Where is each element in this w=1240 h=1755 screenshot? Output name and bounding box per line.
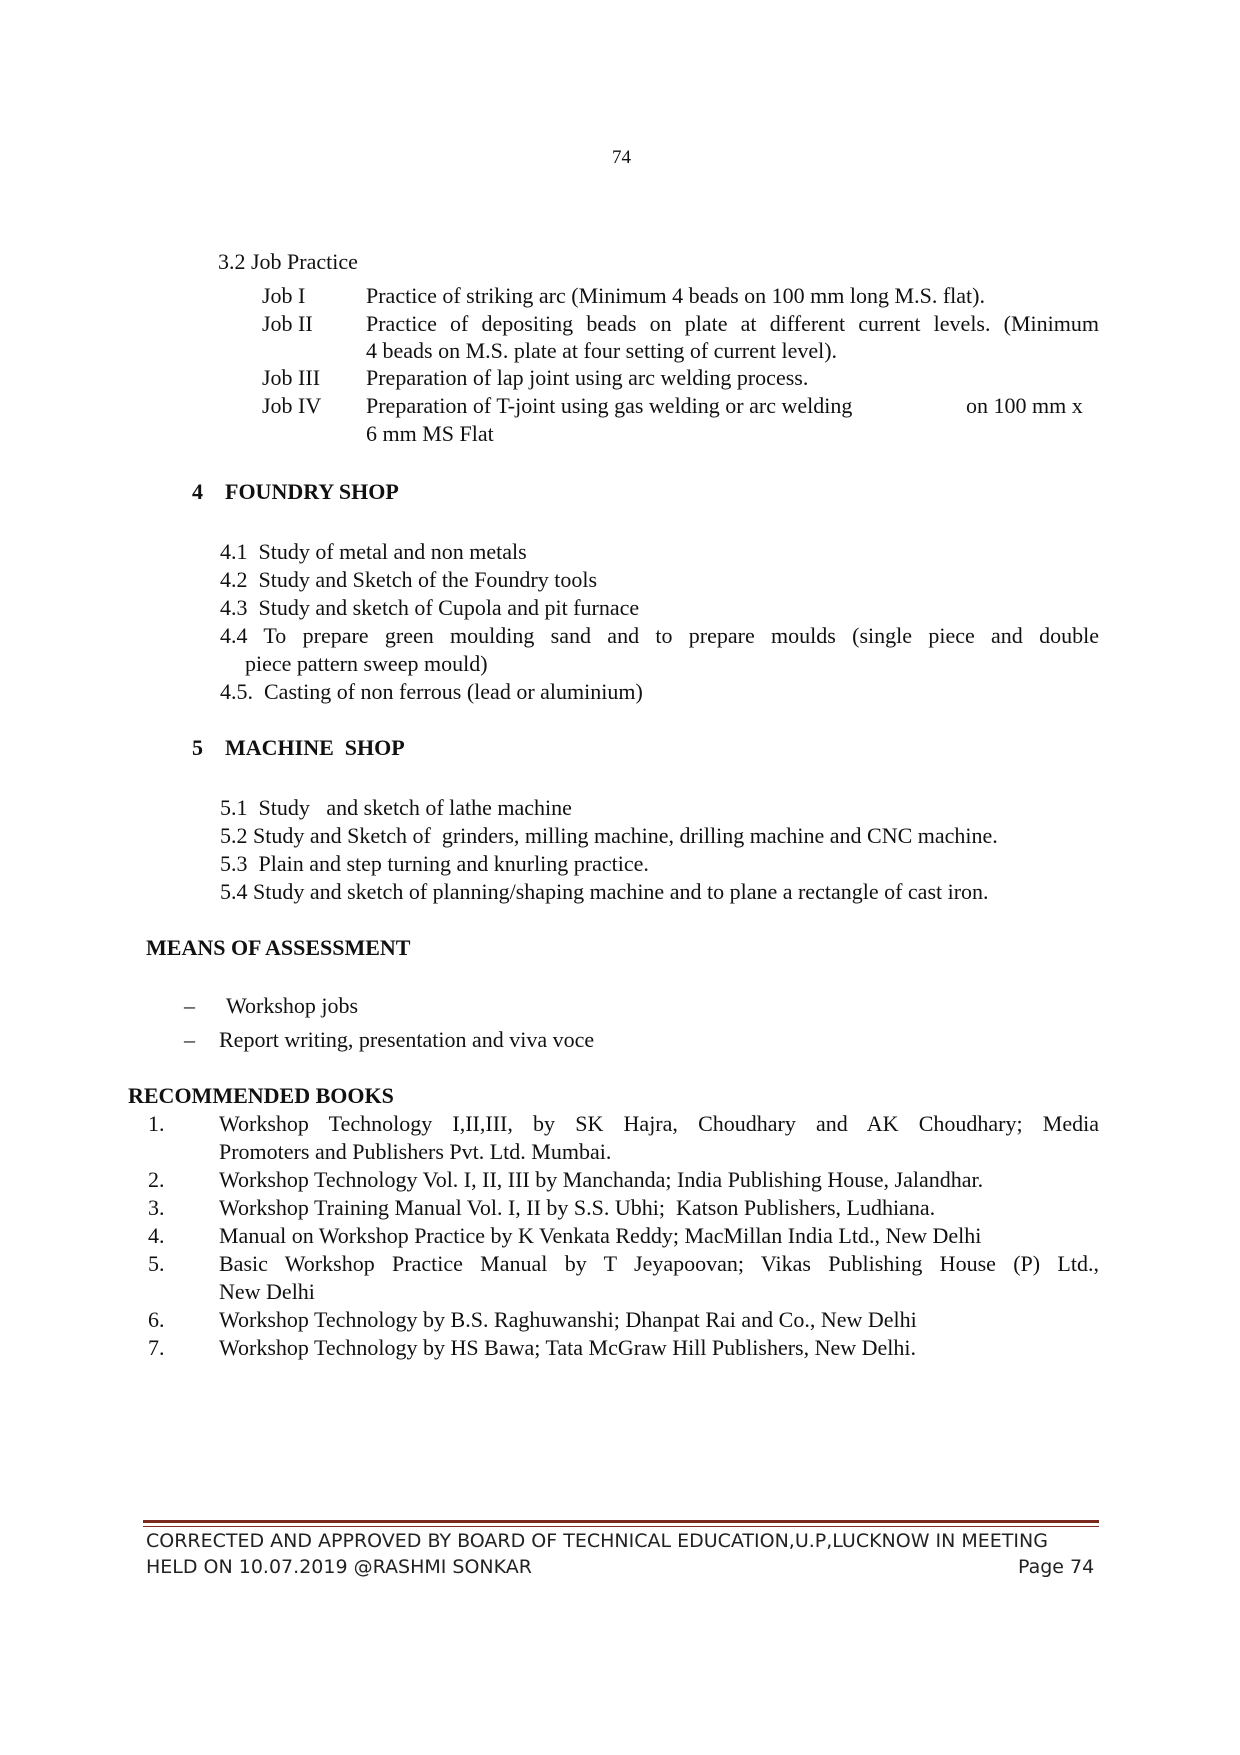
book-text: New Delhi <box>219 1279 315 1304</box>
foundry-item: 4.2 Study and Sketch of the Foundry tools <box>220 567 598 592</box>
book-text: Workshop Technology I,II,III, by SK Hajra, Choudhary and AK Choudhary; Media <box>219 1111 1099 1136</box>
assessment-dash: – <box>184 993 195 1018</box>
page-number-top: 74 <box>612 147 631 168</box>
assessment-dash: – <box>184 1027 195 1052</box>
assessment-heading: MEANS OF ASSESSMENT <box>146 935 411 960</box>
job-text: Practice of striking arc (Minimum 4 beads on 100 mm long M.S. flat). <box>366 283 985 308</box>
foundry-heading: 4 FOUNDRY SHOP <box>192 479 399 504</box>
machine-heading: 5 MACHINE SHOP <box>192 735 405 760</box>
book-text: Manual on Workshop Practice by K Venkata Reddy; MacMillan India Ltd., New Delhi <box>219 1223 982 1248</box>
book-text: Workshop Technology Vol. I, II, III by Manchanda; India Publishing House, Jalandhar. <box>219 1167 984 1192</box>
books-heading: RECOMMENDED BOOKS <box>128 1083 394 1108</box>
book-text: Workshop Technology by HS Bawa; Tata McGraw Hill Publishers, New Delhi. <box>219 1335 917 1360</box>
foundry-item: piece pattern sweep mould) <box>245 651 488 676</box>
book-number: 3. <box>148 1195 165 1220</box>
foundry-item: 4.1 Study of metal and non metals <box>220 539 527 564</box>
job-text: Practice of depositing beads on plate at different current levels. (Minimum <box>366 311 1099 336</box>
book-text: Workshop Training Manual Vol. I, II by S.S. Ubhi; Katson Publishers, Ludhiana. <box>219 1195 936 1220</box>
machine-item: 5.2 Study and Sketch of grinders, milling machine, drilling machine and CNC machine. <box>220 823 998 848</box>
job-label: Job IV <box>262 393 322 418</box>
job-practice-heading: 3.2 Job Practice <box>218 249 358 274</box>
footer-rule-thin <box>143 1526 1099 1527</box>
footer-rule <box>143 1520 1099 1523</box>
job-text: 4 beads on M.S. plate at four setting of current level). <box>366 338 838 363</box>
machine-item: 5.3 Plain and step turning and knurling practice. <box>220 851 649 876</box>
machine-item: 5.4 Study and sketch of planning/shaping machine and to plane a rectangle of cast iron. <box>220 879 989 904</box>
book-number: 6. <box>148 1307 165 1332</box>
book-number: 2. <box>148 1167 165 1192</box>
job-text: Preparation of T-joint using gas welding or arc welding <box>366 393 853 418</box>
job-label: Job II <box>262 311 313 336</box>
book-text: Workshop Technology by B.S. Raghuwanshi; Dhanpat Rai and Co., New Delhi <box>219 1307 917 1332</box>
job-text: 6 mm MS Flat <box>366 421 494 446</box>
footer-line-1: CORRECTED AND APPROVED BY BOARD OF TECHNICAL EDUCATION,U.P,LUCKNOW IN MEETING <box>146 1530 1048 1552</box>
foundry-item: 4.5. Casting of non ferrous (lead or aluminium) <box>220 679 643 704</box>
book-text: Basic Workshop Practice Manual by T Jeyapoovan; Vikas Publishing House (P) Ltd., <box>219 1251 1099 1276</box>
book-number: 7. <box>148 1335 165 1360</box>
book-number: 1. <box>148 1111 165 1136</box>
book-number: 4. <box>148 1223 165 1248</box>
job-text: Preparation of lap joint using arc welding process. <box>366 365 809 390</box>
footer-line-2-left: HELD ON 10.07.2019 @RASHMI SONKAR <box>146 1556 532 1578</box>
book-number: 5. <box>148 1251 165 1276</box>
book-text: Promoters and Publishers Pvt. Ltd. Mumbai. <box>219 1139 612 1164</box>
assessment-item: Workshop jobs <box>226 993 359 1018</box>
foundry-item: 4.3 Study and sketch of Cupola and pit furnace <box>220 595 640 620</box>
machine-item: 5.1 Study and sketch of lathe machine <box>220 795 572 820</box>
footer-page-number: Page 74 <box>1018 1556 1095 1578</box>
job-label: Job III <box>262 365 321 390</box>
job-text-right: on 100 mm x <box>966 393 1083 418</box>
job-label: Job I <box>262 283 306 308</box>
foundry-item: 4.4 To prepare green moulding sand and to prepare moulds (single piece and double <box>220 623 1099 648</box>
assessment-item: Report writing, presentation and viva voce <box>219 1027 595 1052</box>
